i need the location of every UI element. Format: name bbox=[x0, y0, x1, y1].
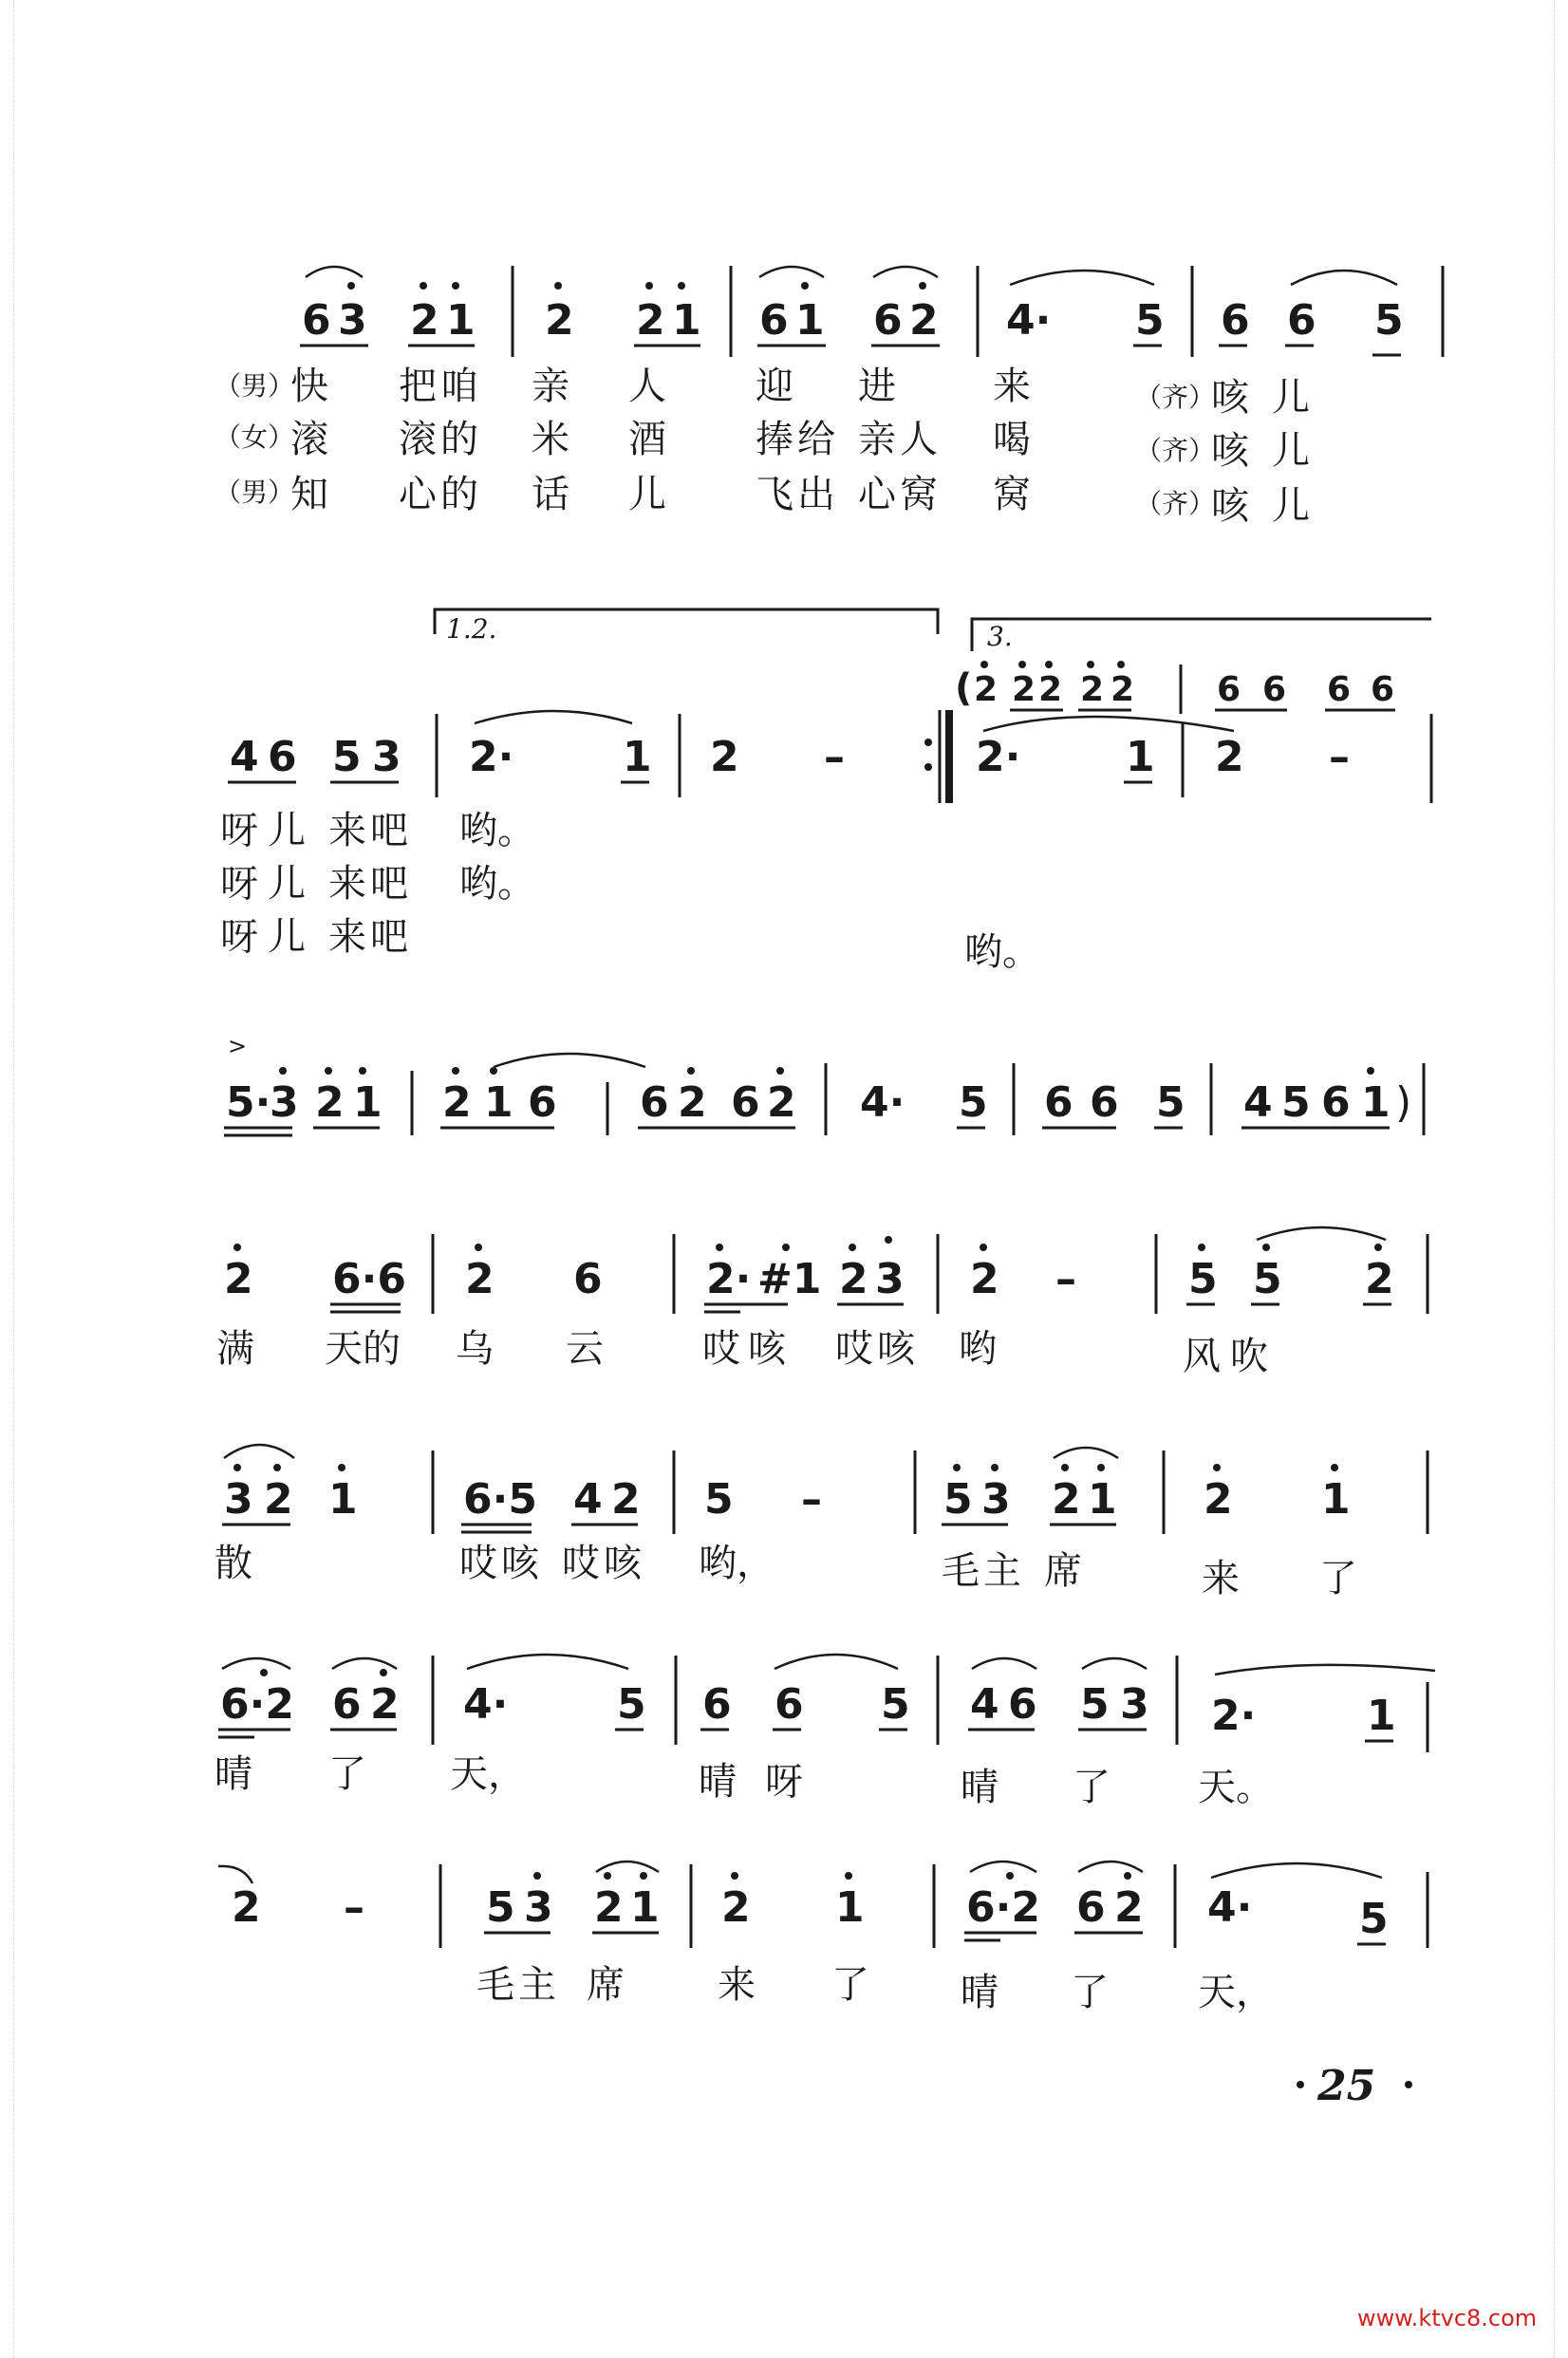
note: 6 bbox=[332, 1680, 362, 1729]
note: 5· bbox=[226, 1078, 271, 1127]
note: 4 bbox=[230, 733, 259, 781]
lyric: 哟。 bbox=[459, 809, 535, 852]
lyric: 咳 bbox=[501, 1542, 539, 1585]
lyric: 心 bbox=[399, 473, 437, 516]
voice-label-female: （女） bbox=[215, 421, 295, 453]
slur bbox=[332, 1658, 397, 1669]
lyric: 来 bbox=[1202, 1557, 1240, 1600]
note: 3 bbox=[1120, 1680, 1149, 1729]
note: 5 bbox=[1253, 1255, 1282, 1303]
note: 5 bbox=[1156, 1078, 1185, 1127]
slur bbox=[494, 1054, 645, 1067]
lyric: 咳 bbox=[604, 1542, 642, 1585]
lyric: 咳 bbox=[1211, 429, 1249, 473]
lyric: 乌 bbox=[456, 1327, 494, 1371]
repeat-end-sign bbox=[924, 710, 949, 803]
note: 6 bbox=[1044, 1078, 1073, 1127]
lyric: 喝 bbox=[993, 418, 1031, 461]
lyric: 天。 bbox=[1198, 1766, 1274, 1809]
lyric: 云 bbox=[566, 1327, 604, 1371]
score-line-6 bbox=[215, 1655, 1435, 1809]
slur bbox=[1257, 1227, 1386, 1240]
note: 2 bbox=[1012, 670, 1036, 709]
note: 1 bbox=[446, 296, 476, 345]
site-watermark: www.ktvc8.com bbox=[1357, 2305, 1538, 2331]
voice-label-all: （齐） bbox=[1135, 488, 1216, 519]
lyric: 捧 bbox=[756, 418, 793, 461]
note: 6 bbox=[1217, 670, 1241, 709]
note: 2 bbox=[909, 296, 939, 345]
note: 1 bbox=[795, 296, 825, 345]
note: 6 bbox=[640, 1078, 669, 1127]
lyric: 儿 bbox=[1272, 484, 1310, 528]
lyric: 了 bbox=[328, 1752, 366, 1796]
note: 2 bbox=[370, 1680, 400, 1729]
lyric: 飞 bbox=[756, 473, 793, 516]
note: 3 bbox=[372, 733, 401, 781]
note: 6 bbox=[268, 733, 297, 781]
lyric: 来 bbox=[328, 809, 366, 852]
lyric: 晴 bbox=[961, 1766, 999, 1809]
lyric: 快 bbox=[290, 365, 328, 408]
note: 2· bbox=[976, 733, 1021, 781]
lyric: 了 bbox=[831, 1963, 869, 2007]
lyric: 天， bbox=[450, 1752, 526, 1796]
note: 2 bbox=[721, 1883, 751, 1932]
lyric: 毛 bbox=[476, 1963, 514, 2007]
score-line-5 bbox=[215, 1445, 1428, 1600]
note: 5 bbox=[881, 1680, 910, 1729]
voice-label-all: （齐） bbox=[1135, 382, 1216, 413]
note: 2 bbox=[1111, 670, 1135, 709]
lyric: 儿 bbox=[268, 809, 306, 852]
volta-label: 3. bbox=[987, 621, 1013, 652]
tie-continuation bbox=[218, 1866, 252, 1883]
note: 3 bbox=[338, 296, 367, 345]
note: 2 bbox=[1114, 1883, 1144, 1932]
lyric: 了 bbox=[1319, 1557, 1357, 1600]
note: 3 bbox=[224, 1475, 253, 1524]
lyric: 人 bbox=[900, 418, 938, 461]
lyric: 哎 bbox=[459, 1542, 497, 1585]
volta-bracket-1 bbox=[435, 609, 938, 634]
note: – bbox=[801, 1475, 822, 1524]
lyric: 咱 bbox=[440, 365, 478, 408]
lyric: 哎 bbox=[702, 1327, 740, 1371]
note: 1 bbox=[623, 733, 652, 781]
slur bbox=[759, 267, 824, 277]
note: 6·2 bbox=[966, 1883, 1040, 1932]
page-number: 25 bbox=[1317, 2062, 1376, 2110]
note: 1 bbox=[672, 296, 701, 345]
note: 5 bbox=[617, 1680, 646, 1729]
lyric: 酒 bbox=[628, 418, 666, 461]
note: 2 bbox=[1215, 733, 1244, 781]
note: – bbox=[1329, 733, 1350, 781]
octave-dots bbox=[980, 661, 1125, 668]
note: 2· bbox=[706, 1255, 752, 1303]
note: 2 bbox=[224, 1255, 253, 1303]
score-line-4 bbox=[216, 1227, 1428, 1378]
lyric: 来 bbox=[993, 365, 1031, 408]
lyric: 呀 bbox=[220, 915, 258, 959]
note: 5 bbox=[1281, 1078, 1311, 1127]
lyric: 哟 bbox=[959, 1327, 997, 1371]
octave-dots bbox=[233, 1236, 1382, 1251]
note: 6 bbox=[1321, 1078, 1351, 1127]
note: 4· bbox=[463, 1680, 509, 1729]
note: 5 bbox=[1374, 296, 1404, 345]
lyric: 了 bbox=[1071, 1971, 1109, 2014]
note: 6 bbox=[702, 1680, 732, 1729]
score-line-2 bbox=[220, 609, 1431, 974]
note: 2 bbox=[767, 1078, 796, 1127]
note: 2 bbox=[1365, 1255, 1394, 1303]
slur bbox=[873, 267, 938, 277]
note: 5 bbox=[943, 1475, 973, 1524]
note: 6 bbox=[302, 296, 331, 345]
note: 3 bbox=[524, 1883, 553, 1932]
note: 6 bbox=[1371, 670, 1395, 709]
note: 2 bbox=[839, 1255, 868, 1303]
lyric: 把 bbox=[399, 365, 437, 408]
note: 6 bbox=[759, 296, 789, 345]
lyric: 毛 bbox=[942, 1549, 980, 1593]
note: 1 bbox=[1321, 1475, 1351, 1524]
lyric: 吹 bbox=[1230, 1335, 1268, 1378]
lyric: 吧 bbox=[370, 915, 408, 959]
note: 6·5 bbox=[463, 1475, 537, 1524]
lyric: 咳 bbox=[748, 1327, 786, 1371]
lyric: 来 bbox=[718, 1963, 756, 2007]
note: 6 bbox=[1090, 1078, 1119, 1127]
note: 5 bbox=[959, 1078, 988, 1127]
lyric: 窝 bbox=[900, 473, 938, 516]
lyric: 天的 bbox=[325, 1327, 401, 1371]
note: 2 bbox=[232, 1883, 261, 1932]
lyric: 哟， bbox=[699, 1542, 775, 1585]
note: 5 bbox=[1080, 1680, 1110, 1729]
lyric: 哎 bbox=[835, 1327, 873, 1371]
note: 2 bbox=[465, 1255, 495, 1303]
paren-close: ) bbox=[1395, 1078, 1412, 1127]
lyrics-verse-3 bbox=[215, 473, 1310, 528]
slur bbox=[224, 1445, 294, 1458]
page-number-dot bbox=[1405, 2081, 1412, 2088]
note: 2 bbox=[710, 733, 739, 781]
lyric: 进 bbox=[858, 365, 896, 408]
page-footer bbox=[1297, 2062, 1537, 2331]
slur bbox=[970, 1862, 1036, 1872]
note: 2 bbox=[1204, 1475, 1233, 1524]
note: – bbox=[344, 1883, 364, 1932]
page-number-dot bbox=[1297, 2081, 1304, 2088]
lyric: 的 bbox=[440, 473, 478, 516]
slur bbox=[222, 1658, 290, 1669]
lyric: 满 bbox=[216, 1327, 254, 1371]
lyric: 风 bbox=[1183, 1335, 1221, 1378]
slur bbox=[475, 711, 632, 723]
lyric: 主 bbox=[518, 1963, 556, 2007]
note: 1 bbox=[630, 1883, 660, 1932]
lyric: 迎 bbox=[756, 365, 793, 408]
lyric: 人 bbox=[628, 365, 666, 408]
slur bbox=[596, 1862, 659, 1872]
lyric: 晴 bbox=[215, 1752, 252, 1796]
octave-dots bbox=[233, 1464, 1338, 1471]
slur bbox=[1291, 271, 1397, 285]
lyric: 席 bbox=[1044, 1549, 1082, 1593]
lyric: 出 bbox=[797, 473, 835, 516]
note: 2 bbox=[410, 296, 439, 345]
note: 2 bbox=[442, 1078, 472, 1127]
lyric: 窝 bbox=[993, 473, 1031, 516]
lyric: 晴 bbox=[699, 1760, 737, 1804]
note: 6 bbox=[1262, 670, 1287, 709]
lyric: 吧 bbox=[370, 809, 408, 852]
lyric: 呀 bbox=[765, 1760, 803, 1804]
slur bbox=[1054, 1448, 1118, 1458]
note: 2 bbox=[594, 1883, 624, 1932]
voice-label-all: （齐） bbox=[1135, 435, 1216, 466]
note: 2 bbox=[1038, 670, 1063, 709]
note: – bbox=[1055, 1255, 1076, 1303]
slur bbox=[1215, 1665, 1435, 1675]
note: 6 bbox=[1008, 1680, 1037, 1729]
slur bbox=[467, 1655, 628, 1669]
lyric: 天， bbox=[1198, 1971, 1274, 2014]
slur bbox=[775, 1655, 898, 1669]
slur bbox=[1010, 271, 1154, 285]
lyric: 了 bbox=[1073, 1766, 1111, 1809]
octave-dots bbox=[347, 282, 926, 290]
note: 5 bbox=[486, 1883, 515, 1932]
note: 2 bbox=[678, 1078, 707, 1127]
lyric: 儿 bbox=[268, 862, 306, 906]
slur bbox=[306, 267, 363, 277]
note: 6 bbox=[573, 1255, 603, 1303]
note: 3 bbox=[270, 1078, 299, 1127]
lyric: 心 bbox=[858, 473, 896, 516]
lyric: 来 bbox=[328, 862, 366, 906]
note: 6 bbox=[528, 1078, 557, 1127]
note: 1 bbox=[1367, 1692, 1396, 1740]
note: 2 bbox=[545, 296, 574, 345]
note: 5 bbox=[1359, 1895, 1389, 1943]
lyric: 滚 bbox=[399, 418, 437, 461]
lyric: 呀 bbox=[220, 862, 258, 906]
slur bbox=[972, 1658, 1036, 1669]
octave-dots bbox=[533, 1872, 1131, 1880]
note: 1 bbox=[835, 1883, 865, 1932]
lyric: 主 bbox=[983, 1549, 1021, 1593]
lyric: 咳 bbox=[877, 1327, 915, 1371]
note: 2 bbox=[974, 670, 999, 709]
note: 1 bbox=[1361, 1078, 1391, 1127]
score-line-3 bbox=[224, 1033, 1424, 1135]
note: 3 bbox=[875, 1255, 905, 1303]
note: 5 bbox=[704, 1475, 734, 1524]
lyric: 呀 bbox=[220, 809, 258, 852]
note: 4 bbox=[573, 1475, 603, 1524]
voice-label-male: （男） bbox=[215, 370, 295, 402]
note: 6 bbox=[1221, 296, 1250, 345]
note: 2· bbox=[1211, 1692, 1257, 1740]
lyric: 吧 bbox=[370, 862, 408, 906]
note: 1 bbox=[1126, 733, 1155, 781]
lyrics-verse-2 bbox=[215, 418, 1310, 473]
lyric: 哎 bbox=[562, 1542, 600, 1585]
note: 2 bbox=[1080, 670, 1105, 709]
note: 4· bbox=[860, 1078, 905, 1127]
note: 2 bbox=[636, 296, 665, 345]
note: 4· bbox=[1006, 296, 1052, 345]
lyric: 亲 bbox=[532, 365, 569, 408]
lyrics-verse-1 bbox=[215, 365, 1310, 420]
note: 5 bbox=[332, 733, 362, 781]
octave-dots bbox=[260, 1669, 387, 1676]
note: 2 bbox=[970, 1255, 999, 1303]
lyric: 米 bbox=[532, 418, 569, 461]
lyric: 儿 bbox=[1272, 429, 1310, 473]
note: 2 bbox=[264, 1475, 293, 1524]
note: 3 bbox=[981, 1475, 1011, 1524]
note: 6·6 bbox=[332, 1255, 406, 1303]
note: 1 bbox=[328, 1475, 358, 1524]
note: 6 bbox=[1287, 296, 1316, 345]
note: 6 bbox=[1327, 670, 1352, 709]
note: #1 bbox=[757, 1255, 822, 1303]
note: 6 bbox=[873, 296, 903, 345]
note: – bbox=[824, 733, 845, 781]
lyric: 知 bbox=[290, 473, 328, 516]
note: 5 bbox=[1188, 1255, 1218, 1303]
lyric: 哟。 bbox=[459, 862, 535, 906]
lyric: 亲 bbox=[858, 418, 896, 461]
note: 1 bbox=[484, 1078, 513, 1127]
note: 4 bbox=[970, 1680, 999, 1729]
lyric: 给 bbox=[797, 418, 835, 461]
slur bbox=[1211, 1863, 1382, 1878]
lyric: 滚 bbox=[290, 418, 328, 461]
note: 6 bbox=[731, 1078, 760, 1127]
lyric: 哟。 bbox=[964, 930, 1040, 974]
note: 6 bbox=[775, 1680, 804, 1729]
note: 1 bbox=[1088, 1475, 1117, 1524]
slur bbox=[1078, 1862, 1143, 1872]
paren-open: ( bbox=[955, 666, 973, 710]
note: 1 bbox=[353, 1078, 383, 1127]
score-line-7 bbox=[218, 1862, 1428, 2014]
volta-bracket-2 bbox=[972, 619, 1431, 651]
lyric: 的 bbox=[440, 418, 478, 461]
lyric: 来 bbox=[328, 915, 366, 959]
note: 5 bbox=[1135, 296, 1165, 345]
note: 4· bbox=[1207, 1883, 1253, 1932]
lyric: 咳 bbox=[1211, 484, 1249, 528]
note: 2 bbox=[1052, 1475, 1081, 1524]
volta-label: 1.2. bbox=[446, 613, 497, 645]
note: 2 bbox=[315, 1078, 345, 1127]
slur bbox=[1082, 1658, 1147, 1669]
voice-label-male: （男） bbox=[215, 477, 295, 508]
accent-mark: > bbox=[228, 1033, 248, 1059]
lyric: 儿 bbox=[1272, 376, 1310, 420]
slur bbox=[983, 717, 1234, 731]
score-line-1 bbox=[215, 266, 1443, 528]
lyric: 话 bbox=[532, 473, 569, 516]
lyric: 儿 bbox=[268, 915, 306, 959]
lyric: 咳 bbox=[1211, 376, 1249, 420]
lyric: 席 bbox=[587, 1963, 625, 2007]
note: 2· bbox=[469, 733, 514, 781]
note: 2 bbox=[611, 1475, 641, 1524]
note: 4 bbox=[1243, 1078, 1273, 1127]
note: 6·2 bbox=[220, 1680, 294, 1729]
lyric: 晴 bbox=[961, 1971, 999, 2014]
note: 6 bbox=[1076, 1883, 1106, 1932]
lyric: 散 bbox=[215, 1542, 252, 1585]
lyric: 儿 bbox=[628, 473, 666, 516]
